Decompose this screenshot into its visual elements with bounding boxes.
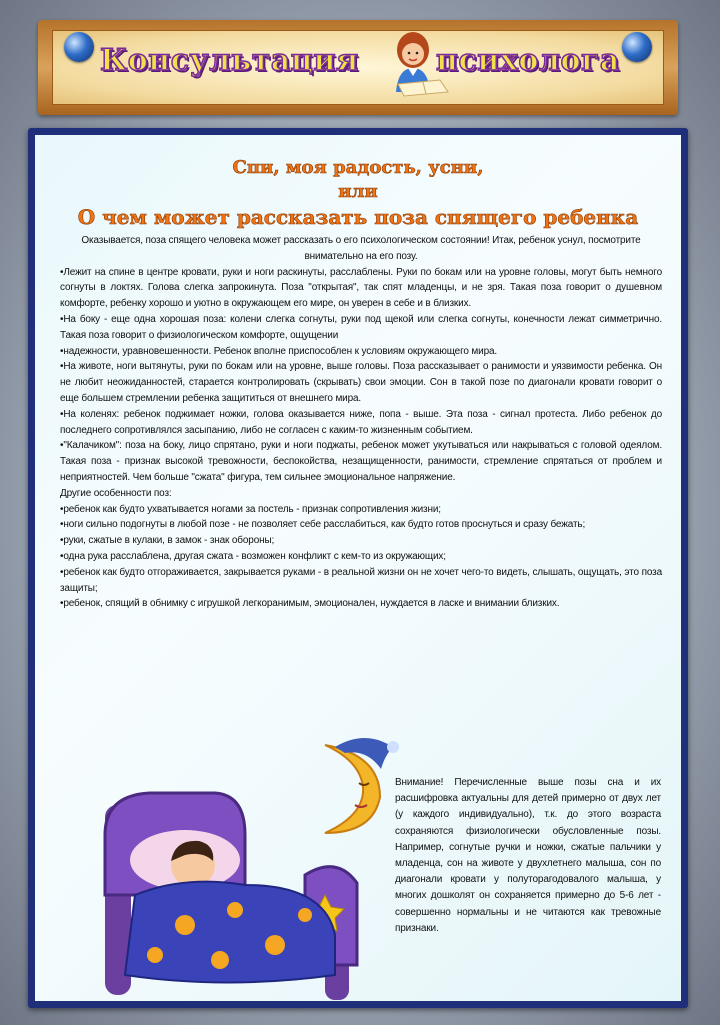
sleeping-child-bed-illustration (75, 775, 375, 1005)
banner-title-word-2: психолога (436, 43, 620, 78)
subheading: Другие особенности поз: (60, 487, 172, 499)
article-title-line-3: О чем может рассказать поза спящего ребенка (77, 205, 639, 229)
list-item: •одна рука расслаблена, другая сжата - возможен конфликт с кем-то из окружающих; (60, 550, 446, 562)
article-title-line-2: или (338, 181, 378, 202)
list-item: •ноги сильно подогнуты в любой позе - не позволяет себе расслабиться, как будто готов проснуться и сразу бежать; (60, 519, 586, 531)
pin-icon (64, 32, 94, 62)
content-area (35, 135, 681, 1001)
paragraph: •Лежит на спине в центре кровати, руки и ноги раскинуты, расслаблены. Руки по бокам или на уровне головы, могут быть немного согнуты в локтях. Голова слегка запрокинута. Поза "открытая", так спят младенцы, и не зря. Такая поза говорит о душевном комфорте, ребенку хорошо и уютно в окружающем его мире, он уверен в себе и в близких. (60, 266, 662, 310)
paragraph: •На боку - еще одна хорошая поза: колени слегка согнуты, руки под щекой или слегка согнуты, конечности лежат симметрично. Такая поза говорит о физиологическом комфорте, ощущении (60, 313, 662, 341)
header-banner (38, 20, 678, 115)
pin-icon (622, 32, 652, 62)
paragraph: •На коленях: ребенок поджимает ножки, голова оказывается ниже, попа - выше. Эта поза - сигнал протеста. Либо ребенок до последнего сопротивлялся засыпанию, либо не согласен с каким-то жизненным событием. (60, 408, 662, 436)
content-frame (28, 128, 688, 1008)
paragraph: •На животе, ноги вытянуты, руки по бокам или на уровне, выше головы. Поза рассказывает о ранимости и уязвимости ребенка. Он не любит неожиданностей, старается контролировать (скрывать) свои эмоции. Сон в такой позе по диагонали кровати говорит о еще большем стремлении ребенка защититься от внешнего мира. (60, 361, 662, 404)
list-item: •руки, сжатые в кулаки, в замок - знак обороны; (60, 535, 275, 547)
attention-note: Внимание! Перечисленные выше позы сна и их расшифровка актуальны для детей примерно от двух лет (у каждого индивидуально), т.к. до этого возраста сохраняются физиологически обусловленные позы. Например, согнутые ручки и ножки, сжатые пальчики у младенца, сон на животе у двухлетнего малыша, сон по диагонали кровати у полуторагодовалого малыша, у многих дошколят он сохраняется примерно до 5-6 лет - совершенно нормальны и не читаются как тревожные признаки. (395, 777, 661, 934)
paragraph: •"Калачиком": поза на боку, лицо спрятано, руки и ноги поджаты, ребенок может укутываться или накрываться с головой одеялом. Такая поза - признак высокой тревожности, беспокойства, незащищенности, ранимости, стремление спрятаться от проблем и неприятностей. Чем больше "сжата" фигура, тем сильнее эмоциональное напряжение. (60, 440, 662, 483)
article-body (60, 233, 662, 612)
intro-paragraph: Оказывается, поза спящего человека может рассказать о его психологическом состоянии! Итак, ребенок уснул, посмотрите внимательно на его позу. (81, 235, 641, 262)
banner-title-word-1: Консультация (100, 43, 359, 78)
list-item: •ребенок как будто ухватывается ногами за постель - признак сопротивления жизни; (60, 503, 441, 515)
paragraph: •надежности, уравновешенности. Ребенок вполне приспособлен к условиям окружающего мира. (60, 345, 498, 357)
list-item: •ребенок как будто отгораживается, закрывается руками - в реальной жизни он не хочет чего-то видеть, слышать, ощущать, это поза защиты; (60, 566, 662, 594)
list-item: •ребенок, спящий в обнимку с игрушкой легкоранимым, эмоционален, нуждается в ласке и внимании близких. (60, 598, 560, 610)
article-title-line-1: Спи, моя радость, усни, (232, 157, 484, 178)
